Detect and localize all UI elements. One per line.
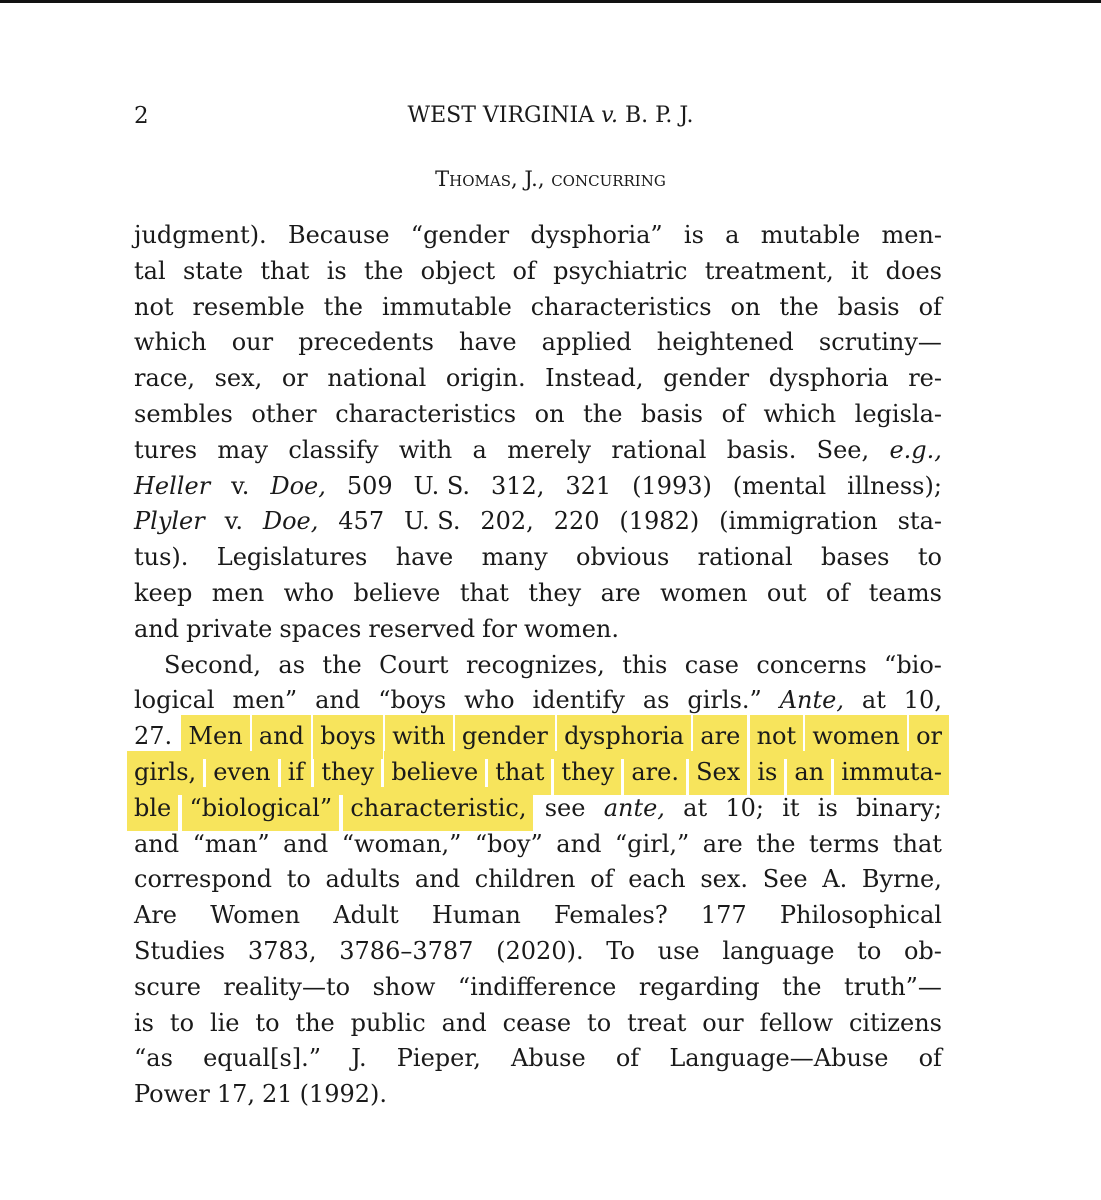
word: that (260, 256, 310, 285)
word: and (134, 614, 180, 643)
word: obvious (576, 543, 670, 572)
text-line (134, 862, 942, 898)
word: and (315, 686, 361, 715)
word: of (918, 1044, 942, 1073)
word: women (660, 578, 748, 607)
highlighted-word: ble (134, 791, 171, 827)
page-number: 2 (134, 103, 150, 129)
word: Plyler (134, 507, 205, 536)
highlighted-word: are (700, 719, 740, 755)
word: and (134, 829, 180, 858)
word: 21 (262, 1080, 293, 1109)
word: (1992). (299, 1080, 387, 1109)
word: To (606, 936, 635, 965)
word: merely (507, 435, 592, 464)
text-line (134, 719, 942, 755)
word: scure (134, 972, 201, 1001)
word: that (459, 578, 509, 607)
word: Language—Abuse (669, 1044, 889, 1073)
text-line (134, 970, 942, 1006)
word: basis (641, 399, 703, 428)
word: regarding (638, 972, 760, 1001)
word: concerns (756, 650, 867, 679)
word: “woman,” (341, 829, 462, 858)
word: it (782, 793, 800, 822)
text-line (134, 218, 942, 254)
word: Women (210, 901, 301, 930)
word: which (134, 328, 207, 357)
word: believe (353, 578, 441, 607)
word: correspond (134, 865, 272, 894)
word: logical (134, 686, 215, 715)
case-title (0, 103, 1101, 128)
word: “indifference (457, 972, 617, 1001)
word: on (730, 292, 761, 321)
word: which (763, 399, 837, 428)
word: on (534, 399, 565, 428)
word: rational (611, 435, 707, 464)
word: (1993) (632, 471, 712, 500)
highlighted-word: with (392, 719, 445, 755)
word: gender (663, 364, 750, 393)
word: object (420, 256, 496, 285)
word: characteristics (335, 399, 517, 428)
word: judgment). (134, 221, 267, 249)
text-line (134, 898, 942, 934)
word: who (464, 686, 515, 715)
text-line (134, 290, 942, 326)
word: to (286, 865, 311, 894)
word: of (615, 1044, 640, 1073)
word: “boy” (474, 829, 543, 858)
word: v. (231, 471, 250, 500)
word: (1982) (619, 507, 700, 536)
word: Females? (554, 901, 668, 930)
word: Abuse (511, 1044, 586, 1073)
word: re- (908, 364, 942, 393)
word: reserved (368, 614, 476, 643)
word: private (186, 614, 273, 643)
word: see (544, 793, 586, 822)
word: See, (816, 435, 870, 464)
word: citizens (848, 1008, 942, 1037)
word: fellow (759, 1008, 834, 1037)
word: Doe, (262, 507, 319, 536)
word: dysphoria (768, 364, 889, 393)
word: and (414, 865, 461, 894)
word: sembles (134, 399, 233, 428)
word: applied (541, 328, 632, 357)
text-line (134, 540, 942, 576)
word: have (395, 543, 454, 572)
opinion-author: Thomas, J., concurring (435, 167, 666, 191)
word: 312, (490, 471, 545, 500)
word: and (556, 829, 602, 858)
text-line (134, 612, 942, 648)
word: of (590, 865, 614, 894)
highlighted-word: immuta- (841, 755, 942, 791)
word: public (350, 1008, 426, 1037)
word: men- (881, 221, 942, 249)
word: rational (697, 543, 793, 572)
word: women. (523, 614, 619, 643)
word: who (283, 578, 335, 607)
word: recognizes, (465, 650, 605, 679)
word: as (278, 650, 306, 679)
word: the (364, 256, 404, 285)
word: that (892, 829, 942, 858)
highlighted-word: Men (188, 719, 242, 755)
word: treat (627, 1008, 687, 1037)
word: of (918, 292, 942, 321)
word: legisla- (854, 399, 942, 428)
word: 3783, (247, 936, 317, 965)
word: case (684, 650, 739, 679)
word: 3786–3787 (339, 936, 474, 965)
word: dysphoria” (530, 221, 663, 249)
word: keep (134, 578, 193, 607)
text-line (134, 683, 942, 719)
highlighted-word: that (495, 755, 544, 791)
word: out (766, 578, 807, 607)
word: the (583, 399, 623, 428)
word: our (702, 1008, 744, 1037)
word: of (721, 399, 745, 428)
word: (mental (732, 471, 827, 500)
word: equal[s].” (203, 1044, 322, 1073)
highlighted-word: gender (462, 719, 548, 755)
word: Court (379, 650, 449, 679)
word: the (756, 829, 796, 858)
word: Human (431, 901, 521, 930)
word: origin. (445, 364, 526, 393)
word: adults (325, 865, 401, 894)
highlighted-word: dysphoria (564, 719, 684, 755)
word: truth”— (843, 972, 942, 1001)
word: they (528, 578, 582, 607)
highlighted-word: boys (320, 719, 376, 755)
word: 17, (216, 1080, 256, 1109)
word: at (683, 793, 708, 822)
word: this (622, 650, 668, 679)
word: psychiatric (553, 256, 688, 285)
word: Adult (333, 901, 399, 930)
highlighted-word: believe (391, 755, 478, 791)
word: language (722, 936, 835, 965)
word: identify (532, 686, 625, 715)
word: v. (224, 507, 243, 536)
word: Legislatures (216, 543, 368, 572)
word: Because (287, 221, 390, 249)
word: our (231, 328, 274, 357)
word: mutable (760, 221, 861, 249)
highlighted-word: girls, (134, 755, 196, 791)
word: does (885, 256, 942, 285)
word: of (825, 578, 850, 607)
word: show (372, 972, 436, 1001)
word: the (295, 1008, 335, 1037)
word: may (217, 435, 269, 464)
text-line (134, 576, 942, 612)
word: the (323, 292, 363, 321)
word: scrutiny— (818, 328, 942, 357)
word: teams (868, 578, 942, 607)
word: 10, (903, 686, 942, 715)
word: as (642, 686, 670, 715)
word: terms (808, 829, 880, 858)
word: many (481, 543, 548, 572)
highlighted-word: or (916, 719, 942, 755)
word: U. S. (403, 507, 461, 536)
word: 220 (553, 507, 600, 536)
word: reality—to (223, 972, 351, 1001)
word: bases (820, 543, 890, 572)
case-title-versus: v. (601, 103, 618, 128)
word: immutable (381, 292, 512, 321)
word: ante, (603, 793, 665, 822)
word: “boys (378, 686, 447, 715)
word: binary; (856, 793, 942, 822)
highlighted-word: is (757, 755, 777, 791)
word: sta- (897, 507, 942, 536)
word: is (683, 221, 704, 249)
word: See (762, 865, 808, 894)
word: it (851, 256, 869, 285)
opinion-body-text (134, 218, 942, 1113)
word: for (482, 614, 517, 643)
text-line (134, 934, 942, 970)
word: (immigration (719, 507, 878, 536)
word: (2020). (496, 936, 584, 965)
word: Instead, (545, 364, 644, 393)
word: “gender (410, 221, 510, 249)
word: use (657, 936, 700, 965)
word: ob- (903, 936, 942, 965)
word: is (134, 1008, 154, 1037)
word: tures (134, 435, 198, 464)
word: Heller (134, 471, 211, 500)
word: have (459, 328, 517, 357)
word: and (441, 1008, 487, 1037)
word: not (134, 292, 174, 321)
text-line (134, 791, 942, 827)
word: J. (351, 1044, 367, 1073)
word: or (281, 364, 308, 393)
highlighted-word: they (321, 755, 374, 791)
word: characteristics (530, 292, 712, 321)
word: at (861, 686, 886, 715)
text-line (134, 648, 942, 684)
word: sex. (700, 865, 749, 894)
word: A. (822, 865, 848, 894)
word: Second, (164, 650, 261, 679)
text-line (134, 1041, 942, 1077)
highlighted-word: “biological” (189, 791, 332, 827)
word: heightened (656, 328, 794, 357)
word: to (255, 1008, 280, 1037)
highlighted-word: even (213, 755, 270, 791)
word: 321 (565, 471, 612, 500)
word: “bio- (884, 650, 942, 679)
word: Are (134, 901, 178, 930)
word: of (512, 256, 536, 285)
word: are (702, 829, 743, 858)
word: the (779, 292, 819, 321)
word: a (472, 435, 487, 464)
word: Ante, (779, 686, 844, 715)
text-line (134, 827, 942, 863)
text-line (134, 469, 942, 505)
word: illness); (847, 471, 942, 500)
word: lie (209, 1008, 240, 1037)
word: national (327, 364, 427, 393)
word: with (398, 435, 453, 464)
text-line (134, 397, 942, 433)
word: U. S. (413, 471, 471, 500)
word: 509 (346, 471, 393, 500)
highlighted-word: Sex (696, 755, 740, 791)
case-title-party-two: B. P. J. (624, 103, 694, 128)
word: 177 (700, 901, 747, 930)
word: 27. (134, 722, 173, 751)
word: Doe, (270, 471, 326, 500)
opinion-author-line (0, 167, 1101, 191)
word: tus). (134, 543, 189, 572)
word: classify (288, 435, 379, 464)
highlighted-word: and (259, 719, 304, 755)
word: sex, (214, 364, 263, 393)
highlighted-word: if (288, 755, 305, 791)
word: to (587, 1008, 612, 1037)
text-line (134, 504, 942, 540)
word: basis. (726, 435, 797, 464)
word: e.g., (889, 435, 942, 464)
highlighted-word: not (757, 719, 797, 755)
text-line (134, 1077, 942, 1113)
word: a (725, 221, 740, 249)
word: “as (134, 1044, 173, 1073)
word: “man” (192, 829, 270, 858)
word: Philosophical (779, 901, 942, 930)
word: men (211, 578, 265, 607)
word: cease (502, 1008, 572, 1037)
word: basis (837, 292, 900, 321)
word: race, (134, 364, 196, 393)
text-line (134, 325, 942, 361)
highlighted-word: they (561, 755, 614, 791)
word: to (169, 1008, 195, 1037)
highlighted-word: characteristic, (350, 791, 526, 827)
word: the (322, 650, 362, 679)
text-line (134, 433, 942, 469)
case-title-party-one: WEST VIRGINIA (407, 103, 595, 128)
word: children (474, 865, 576, 894)
word: state (182, 256, 244, 285)
word: girls.” (687, 686, 762, 715)
word: treatment, (704, 256, 834, 285)
highlighted-word: an (794, 755, 824, 791)
text-line (134, 361, 942, 397)
word: to (917, 543, 942, 572)
word: Byrne, (861, 865, 942, 894)
word: spaces (279, 614, 362, 643)
word: resemble (192, 292, 305, 321)
word: Studies (134, 936, 226, 965)
word: precedents (298, 328, 434, 357)
word: 457 (338, 507, 385, 536)
word: are (600, 578, 641, 607)
text-line (134, 755, 942, 791)
word: is (326, 256, 347, 285)
word: 202, (480, 507, 534, 536)
highlighted-word: women (812, 719, 899, 755)
word: the (782, 972, 822, 1001)
word: is (817, 793, 838, 822)
word: other (251, 399, 317, 428)
word: each (628, 865, 686, 894)
word: and (283, 829, 329, 858)
word: Power (134, 1080, 210, 1109)
word: “girl,” (614, 829, 690, 858)
word: men” (232, 686, 298, 715)
word: to (857, 936, 882, 965)
text-line (134, 254, 942, 290)
highlighted-word: are. (631, 755, 679, 791)
text-line (134, 1006, 942, 1042)
word: tal (134, 256, 166, 285)
word: Pieper, (396, 1044, 481, 1073)
word: 10; (725, 793, 764, 822)
